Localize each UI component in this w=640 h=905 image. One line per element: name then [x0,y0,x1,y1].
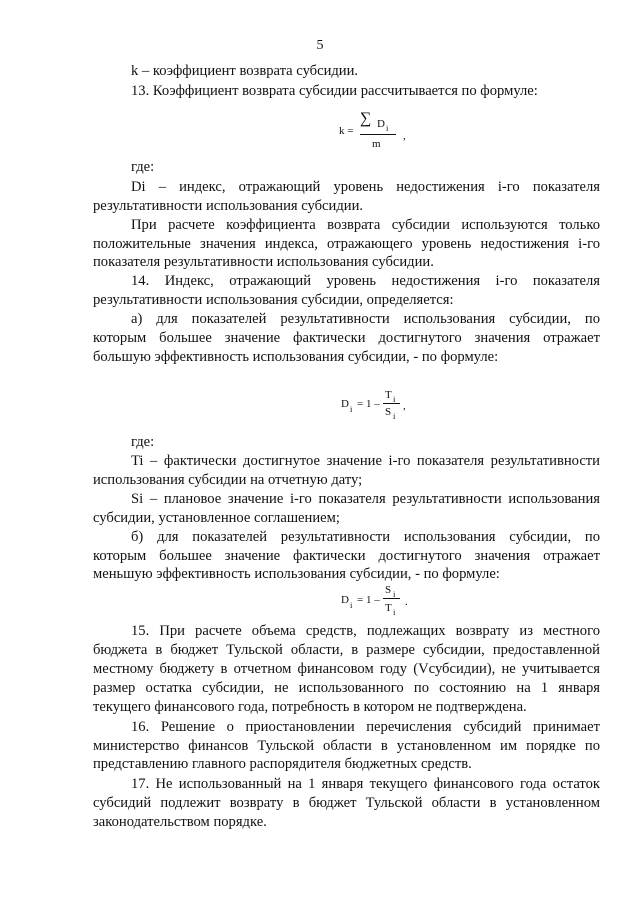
formula-k-lhs: k = [339,125,354,137]
formula-tail: . [405,596,408,608]
text-line: результативности использования субсидии, определяется: [93,292,454,308]
formula-k-numerator: D [377,118,385,130]
formula-tail: , [403,400,406,412]
fraction-bar [383,598,400,599]
text-line: б) для показателей результативности использования субсидии, по [131,529,600,545]
formula-k-denominator: m [372,138,381,150]
text-line: результативности использования субсидии. [93,198,364,214]
formula-d-numerator-sub: i [393,589,396,599]
formula-d-denominator: T [385,602,392,614]
text-line: положительные значения индекса, отражающего уровень недостижения i-го [93,236,600,252]
text-line: k – коэффициент возврата субсидии. [131,63,359,79]
text-line: 13. Коэффициент возврата субсидии рассчитывается по формуле: [131,83,538,99]
text-line: местному бюджету в отчетном финансовом году (Vсубсидии), не учитывается [93,661,600,677]
formula-d-denominator: S [385,406,392,418]
text-line: субсидий подлежит возврату в бюджет Тульской области в установленном [93,795,600,811]
formula-d-eq: = 1 – [357,398,380,410]
text-line: большую эффективность использования субсидии, - по формуле: [93,349,499,365]
formula-d-eq: = 1 – [357,594,380,606]
text-line: Ti – фактически достигнутое значение i-го показателя результативности [131,453,600,469]
text-line: меньшую эффективность использования субсидии, - по формуле: [93,566,500,582]
formula-d-denominator-sub: i [393,411,396,421]
formula-d-numerator: T [385,389,392,401]
text-line: которым большее значение фактически достигнутого значения отражает [93,548,600,564]
formula-tail: , [403,130,406,142]
text-line: субсидии, установленное соглашением; [93,510,340,526]
text-line: 15. При расчете объема средств, подлежащих возврату из местного [131,623,600,639]
text-line: министерство финансов Тульской области в установленном им порядке по [93,738,600,754]
formula-d-lhs-sub: i [350,600,353,610]
text-line: где: [131,434,155,450]
formula-k-numerator-sub: i [386,123,389,133]
formula-d-numerator-sub: i [393,394,396,404]
text-line: где: [131,159,155,175]
text-line: текущего финансового года, потребность в котором не подтверждена. [93,699,527,715]
text-line: бюджета в бюджет Тульской области, в размере субсидии, предоставленной [93,642,600,658]
formula-d-lhs: D [341,398,349,410]
text-line: законодательством порядке. [93,814,267,830]
formula-d-denominator-sub: i [393,607,396,617]
fraction-bar [383,403,400,404]
text-line: Si – плановое значение i-го показателя результативности использования [131,491,600,507]
text-line: представлению главного распорядителя бюджетных средств. [93,756,472,772]
page-number: 5 [316,38,324,53]
formula-d-lhs: D [341,594,349,606]
text-line: а) для показателей результативности использования субсидии, по [131,311,600,327]
text-line: которым большее значение фактически достигнутого значения отражает [93,330,600,346]
text-line: размер остатка субсидии, не использованного по состоянию на 1 января [93,680,600,696]
text-line: Di – индекс, отражающий уровень недостижения i-го показателя [131,179,600,195]
formula-d-lhs-sub: i [350,404,353,414]
text-line: При расчете коэффициента возврата субсидии используются только [131,217,600,233]
formula-sum-symbol: ∑ [360,110,372,127]
text-line: 17. Не использованный на 1 января текущего финансового года остаток [131,776,600,792]
text-line: использования субсидии на отчетную дату; [93,472,363,488]
text-line: 14. Индекс, отражающий уровень недостижения i-го показателя [131,273,600,289]
fraction-bar [360,134,396,135]
text-line: 16. Решение о приостановлении перечисления субсидий принимает [131,719,600,735]
text-line: показателя результативности использования субсидии. [93,254,434,270]
formula-d-numerator: S [385,584,392,596]
